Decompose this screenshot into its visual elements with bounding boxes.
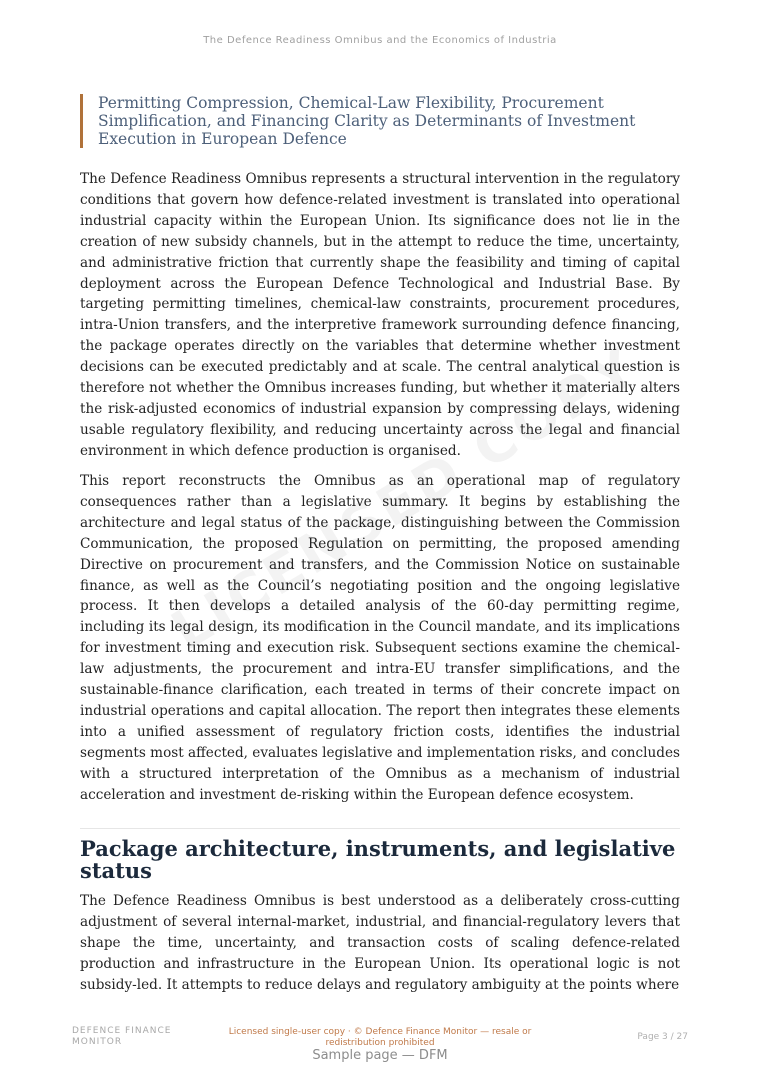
- body-paragraph-1: The Defence Readiness Omnibus represents a structural intervention in the regulatory conditions that govern how defence-related investment is translated into operational industrial capacity within the European Union. Its significance does not lie in the creation of new subsidy channels, but in the attempt to reduce the time, uncertainty, and administrative friction that currently shape the feasibility and timing of capital deployment across the European Defence Technological and Industrial Base. By targeting permitting timelines, chemical-law constraints, procurement procedures, intra-Union transfers, and the interpretive framework surrounding defence financing, the package operates directly on the variables that determine whether investment decisions can be executed predictably and at scale. The central analytical question is therefore not whether the Omnibus increases funding, but whether it materially alters the risk-adjusted economics of industrial expansion by compressing delays, widening usable regulatory flexibility, and reducing uncertainty across the legal and financial environment in which defence production is organised.: [80, 171, 680, 459]
- section-heading: Package architecture, instruments, and legislative status: [80, 836, 676, 883]
- sample-caption: Sample page — DFM: [312, 1048, 448, 1063]
- footer-brand: DEFENCE FINANCE MONITOR: [72, 1026, 172, 1047]
- lead-block: [80, 94, 658, 148]
- footer-page-number: Page 3 / 27: [637, 1032, 688, 1042]
- section-paragraph: The Defence Readiness Omnibus is best understood as a deliberately cross-cutting adjustment of several internal-market, industrial, and financial-regulatory levers that shape the time, uncertainty, and transaction costs of scaling defence-related production and infrastructure in the European Union. Its operational logic is not subsidy-led. It attempts to reduce delays and regulatory ambiguity at the points where: [80, 893, 680, 993]
- body-paragraph-2: This report reconstructs the Omnibus as an operational map of regulatory consequences rather than a legislative summary. It begins by establishing the architecture and legal status of the package, distinguishing between the Commission Communication, the proposed Regulation on permitting, the proposed amending Directive on procurement and transfers, and the Commission Notice on sustainable finance, as well as the Council’s negotiating position and the ongoing legislative process. It then develops a detailed analysis of the 60-day permitting regime, including its legal design, its modification in the Council mandate, and its implications for investment timing and execution risk. Subsequent sections examine the chemical-law adjustments, the procurement and intra-EU transfer simplifications, and the sustainable-finance clarification, each treated in terms of their concrete impact on industrial operations and capital allocation. The report then integrates these elements into a unified assessment of regulatory friction costs, identifies the industrial segments most affected, evaluates legislative and implementation risks, and concludes with a structured interpretation of the Omnibus as a mechanism of industrial acceleration and investment de-risking within the European defence ecosystem.: [80, 473, 680, 803]
- running-header: The Defence Readiness Omnibus and the Economics of Industria: [203, 35, 557, 46]
- lead-title: Permitting Compression, Chemical-Law Flexibility, Procurement Simplification, and Financing Clarity as Determinants of Investment Execution in European Defence: [98, 94, 636, 148]
- footer-license-notice: Licensed single-user copy · © Defence Finance Monitor — resale or redistribution prohibited: [228, 1027, 532, 1048]
- section-divider: [80, 828, 680, 829]
